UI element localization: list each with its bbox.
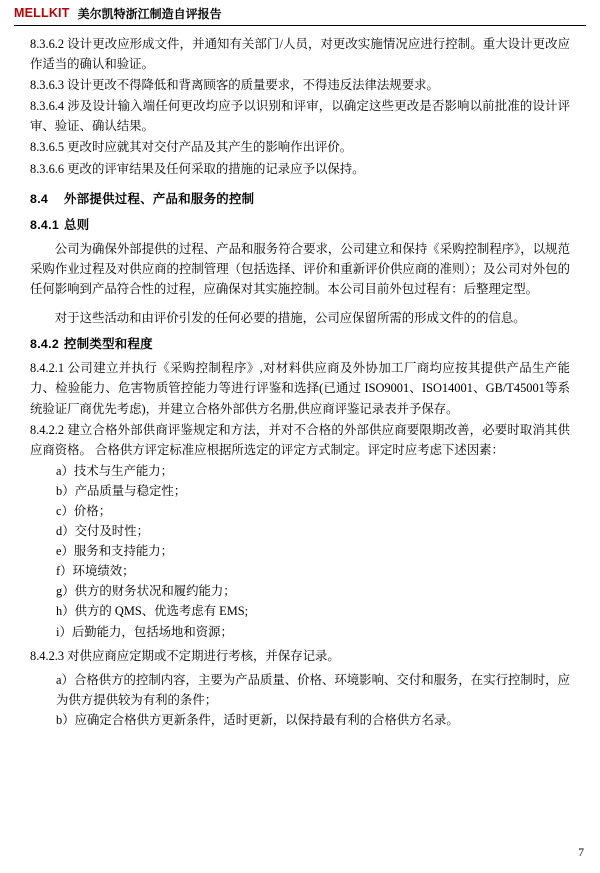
document-body [30, 34, 570, 730]
list-item-b2: b）应确定合格供方更新条件，适时更新，以保持最有利的合格供方名录。 [56, 712, 459, 727]
paragraph-8-4-1-1: 公司为确保外部提供的过程、产品和服务符合要求，公司建立和保持《采购控制程序》，以规范采购作业过程及对供应商的控制管理（包括选择、评价和重新评价供应商的准则）；及公司对外包的任何影响到产品符合性的过程，应确保对其实施控制。本公司目前外包过程有：后整理定型。 [30, 241, 570, 297]
page-number: 7 [578, 847, 584, 859]
brand-logo: MELLKIT [14, 6, 70, 20]
heading-8-4-1 [30, 215, 570, 235]
list-item-c: c）价格； [56, 503, 112, 518]
heading-8-4-2 [30, 334, 570, 354]
heading-8-4-1-text: 总则 [64, 217, 90, 232]
paragraph-8-4-2-1: 8.4.2.1 公司建立并执行《采购控制程序》,对材料供应商及外协加工厂商均应按其提供产品生产能力、检验能力、危害物质管控能力等进行评鉴和选择(已通过 ISO9001、ISO14001、GB/T45001等系统验证厂商优先考虑)，并建立合格外部供方名册,供应商评鉴记录表并予保存。 [30, 361, 570, 416]
heading-8-4-2-number: 8.4.2 [30, 337, 60, 352]
list-item-i: i）后勤能力，包括场地和资源； [56, 624, 233, 639]
list-item-a: a）技术与生产能力； [56, 463, 174, 478]
heading-8-4-number: 8.4 [30, 191, 49, 206]
paragraph-8-3-6-6: 8.3.6.6 更改的评审结果及任何采取的措施的记录应予以保持。 [30, 161, 365, 176]
document-title: 美尔凯特浙江制造自评报告 [77, 6, 222, 21]
paragraph-8-3-6-3: 8.3.6.3 设计更改不得降低和背离顾客的质量要求，不得违反法律法规要求。 [30, 78, 439, 93]
document-header [0, 0, 600, 26]
list-item-a2: a）合格供方的控制内容，主要为产品质量、价格、环境影响、交付和服务，在实行控制时，应为供方提供较为有利的条件； [56, 672, 570, 707]
list-item-e: e）服务和支持能力； [56, 544, 174, 559]
heading-8-4-2-text: 控制类型和程度 [64, 337, 153, 352]
paragraph-8-4-2-2: 8.4.2.2 建立合格外部供商评鉴规定和方法，并对不合格的外部供应商要限期改善，必要时取消其供应商资格。 合格供方评定标准应根据所选定的评定方式制定。评定时应考虑下述因素： [30, 422, 570, 457]
paragraph-8-4-1-2: 对于这些活动和由评价引发的任何必要的措施，公司应保留所需的形成文件的的信息。 [54, 311, 526, 326]
paragraph-8-3-6-4: 8.3.6.4 涉及设计输入端任何更改均应予以识别和评审，以确定这些更改是否影响以前批准的设计评审、验证、确认结果。 [30, 99, 570, 134]
paragraph-8-4-2-3: 8.4.2.3 对供应商应定期或不定期进行考核，并保存记录。 [30, 648, 340, 663]
list-item-b: b）产品质量与稳定性； [56, 483, 187, 498]
heading-8-4-text: 外部提供过程、产品和服务的控制 [64, 191, 255, 206]
paragraph-8-3-6-5: 8.3.6.5 更改时应就其对交付产品及其产生的影响作出评价。 [30, 140, 353, 155]
paragraph-8-3-6-2: 8.3.6.2 设计更改应形成文件，并通知有关部门/人员，对更改实施情况应进行控制。重大设计更改应作适当的确认和验证。 [30, 37, 570, 72]
list-item-d: d）交付及时性； [56, 524, 149, 539]
heading-8-4-1-number: 8.4.1 [30, 217, 60, 232]
list-item-h: h）供方的 QMS、优选考虑有 EMS; [56, 604, 249, 619]
list-item-f: f）环境绩效； [56, 564, 135, 579]
list-item-g: g）供方的财务状况和履约能力； [56, 584, 236, 599]
header-divider [14, 25, 586, 26]
heading-8-4 [30, 189, 570, 209]
